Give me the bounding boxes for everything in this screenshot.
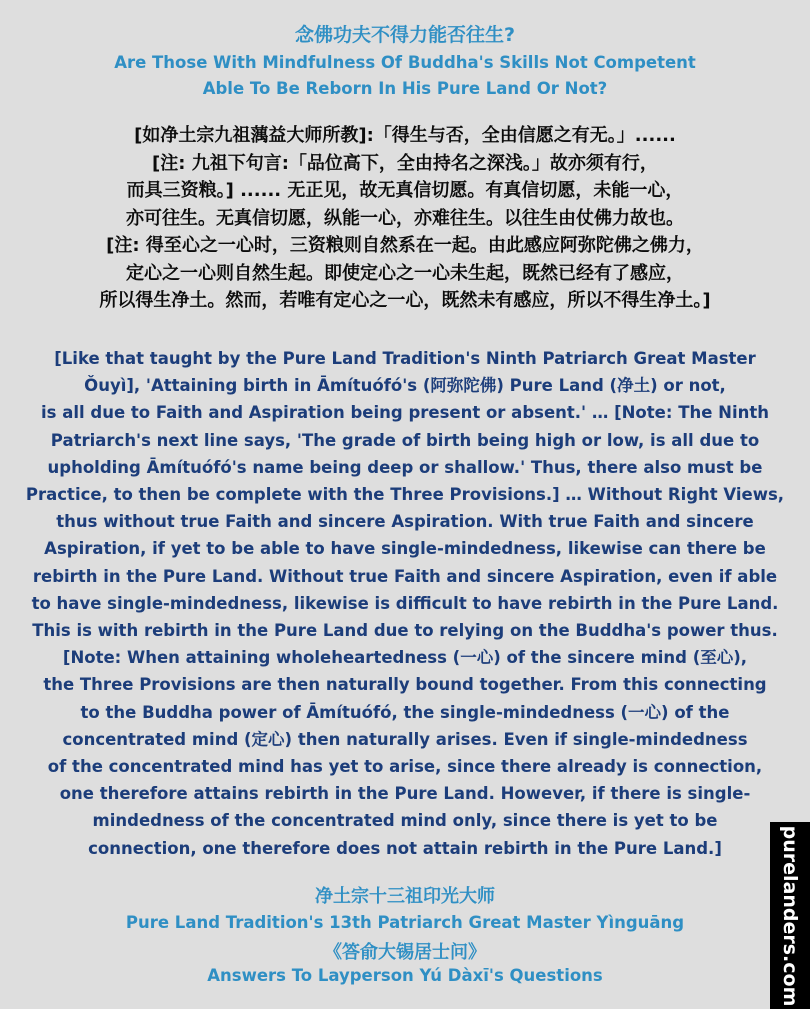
english-line: upholding Āmítuófó's name being deep or shallow.' Thus, there also must be [47, 457, 763, 477]
chinese-passage [0, 122, 810, 315]
title-line: Are Those With Mindfulness Of Buddha's Skills Not Competent [114, 53, 696, 72]
english-line: the Three Provisions are then naturally bound together. From this connecting [43, 675, 767, 695]
english-line: Practice, to then be complete with the Three Provisions.] … Without Right Views, [25, 485, 785, 505]
english-line: [Note: When attaining wholeheartedness (一心) of the sincere mind (至心), [62, 648, 748, 668]
english-line: one therefore attains rebirth in the Pure Land. However, if there is single- [59, 784, 751, 804]
english-line: is all due to Faith and Aspiration being present or absent.' … [Note: The Ninth [41, 403, 769, 423]
title-line: Able To Be Reborn In His Pure Land Or Not? [202, 79, 608, 98]
source-book-chinese: 《答俞大锡居士问》 [324, 942, 486, 963]
source-book-english: Answers To Layperson Yú Dàxī's Questions [207, 966, 603, 985]
english-line: [Like that taught by the Pure Land Tradition's Ninth Patriarch Great Master [54, 349, 756, 368]
page-title-english [0, 50, 810, 102]
source-author-chinese: 净土宗十三祖印光大师 [315, 886, 495, 907]
english-line: of the concentrated mind has yet to arise, since there already is connection, [47, 757, 763, 777]
chinese-line: 亦可往生。无真信切愿，纵能一心，亦难往生。以往生由仗佛力故也。 [126, 207, 684, 229]
english-passage [20, 345, 790, 862]
english-line: thus without true Faith and sincere Aspiration. With true Faith and sincere [56, 512, 754, 532]
chinese-line: 而具三资粮。] ...... 无正见，故无真信切愿。有真信切愿，未能一心， [126, 180, 684, 201]
english-line: connection, one therefore does not attain rebirth in the Pure Land.] [88, 838, 722, 858]
watermark-banner [770, 822, 810, 1009]
english-line: Ǒuyì], 'Attaining birth in Āmítuófó's (阿弥陀佛) Pure Land (净土) or not, [84, 376, 726, 396]
chinese-line: [如净土宗九祖蕅益大师所教]:「得生与否，全由信愿之有无。」...... [134, 125, 676, 146]
english-line: to the Buddha power of Āmítuófó, the single-mindedness (一心) of the [80, 702, 730, 722]
english-line: This is with rebirth in the Pure Land due to relying on the Buddha's power thus. [32, 621, 778, 641]
chinese-line: [注: 得至心之一心时，三资粮则自然系在一起。由此感应阿弥陀佛之佛力， [106, 235, 704, 256]
english-line: rebirth in the Pure Land. Without true Faith and sincere Aspiration, even if able [32, 566, 778, 586]
english-line: concentrated mind (定心) then naturally arises. Even if single-mindedness [62, 729, 748, 749]
chinese-line: [注: 九祖下句言:「品位高下，全由持名之深浅。」故亦须有行， [152, 152, 658, 174]
chinese-line: 所以得生净土。然而，若唯有定心之一心，既然未有感应，所以不得生净土。] [99, 290, 711, 311]
source-author-english: Pure Land Tradition's 13th Patriarch Great Master Yìnguāng [125, 913, 685, 932]
english-line: Patriarch's next line says, 'The grade of birth being high or low, is all due to [50, 430, 760, 450]
english-line: Aspiration, if yet to be able to have single-mindedness, likewise can there be [44, 539, 766, 559]
watermark-text: purelanders.com [779, 825, 801, 1006]
english-line: mindedness of the concentrated mind only, since there is yet to be [92, 811, 718, 831]
page-title-chinese: 念佛功夫不得力能否往生? [294, 24, 516, 46]
chinese-line: 定心之一心则自然生起。即使定心之一心未生起，既然已经有了感应， [126, 262, 684, 284]
english-line: to have single-mindedness, likewise is difficult to have rebirth in the Pure Land. [31, 593, 779, 613]
